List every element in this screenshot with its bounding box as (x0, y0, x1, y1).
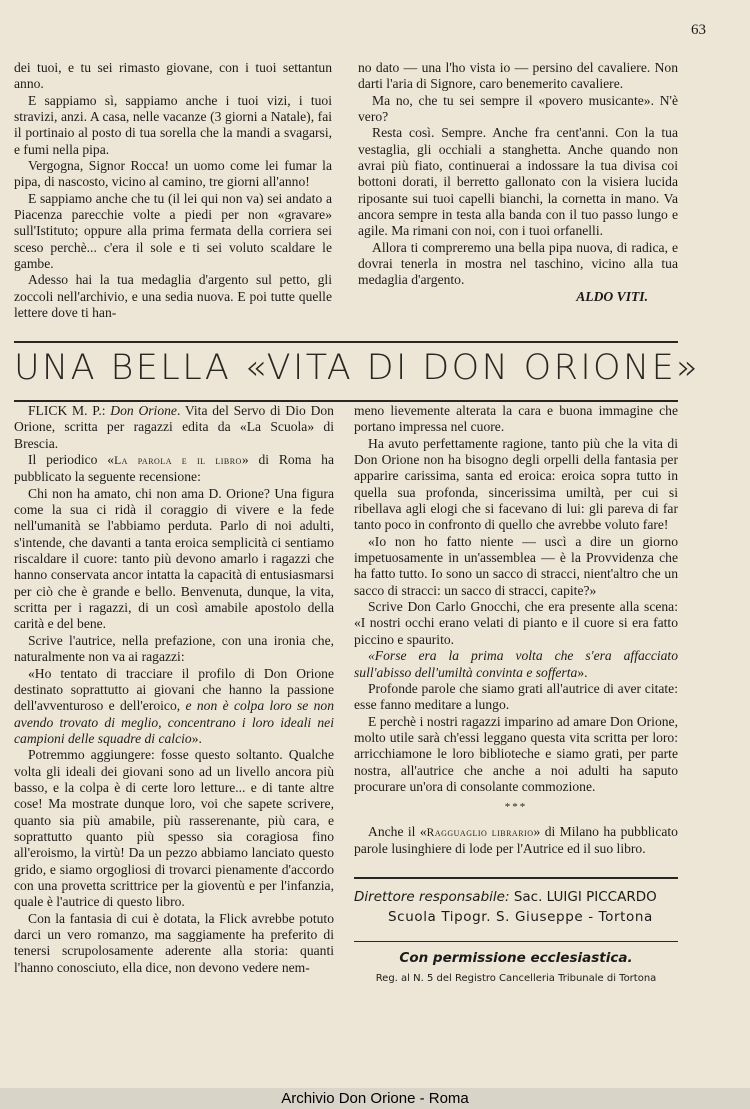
paragraph: Chi non ha amato, chi non ama D. Orione? Una figura come la sua ci ridà il coraggio di vivere e la fede nell'umanità se l'abbiamo perduta. Parlo di noi adulti, s'intende, che davanti a tanta eroica semplicità ci sentiamo riscaldare il cuore: tanto più devono amarlo i ragazzi che hanno conservata ancor intatta la capacità di entusiasmarsi per ciò che è grande e bello. Benvenuta, dunque, la vita, scritta per i ragazzi, di un così amabile apostolo della carità e del bene. (14, 485, 334, 632)
printer-name: Scuola Tipogr. S. Giuseppe - Tortona (388, 909, 653, 926)
paragraph: E perchè i nostri ragazzi imparino ad amare Don Orione, molto utile sarà ch'essi leggano questa vita scritta per loro: arricchiamone le loro biblioteche e siamo grati, per parte nostra, all'autrice che anche a noi adulti ha saputo procurare un'ora di consolante commozione. (354, 713, 678, 794)
paragraph: Il periodico «La parola e il libro» di Roma ha pubblicato la seguente recensione: (14, 452, 334, 485)
paragraph: Potremmo aggiungere: fosse questo soltanto. Qualche volta gli ideali dei giovani sono ad un livello ancora più basso, e la colpa è di certe loro letture... e di tante altre cose! Ma mostrate dunque loro, voi che sapete scrivere, quanto sia più amabile, più rasserenante, più cara, e soprattutto quanto più spesso sia coragiosa fino all'eroismo, la virtù! Da un pezzo abbiamo lanciato questo grido, e siamo orgogliosi di trovarci pienamente d'accordo con una provetta scrittrice per la gioventù e per l'infanzia, quale è l'autrice di questo libro. (14, 747, 334, 910)
editor-label: Direttore responsabile: (354, 889, 510, 906)
paragraph: dei tuoi, e tu sei rimasto giovane, con i tuoi settantun anno. (14, 60, 332, 92)
paragraph: Vergogna, Signor Rocca! un uomo come lei fumar la pipa, di nascosto, vicino al camino, tre giorni all'anno! (14, 158, 332, 190)
quotation: «Ho tentato di tracciare il profilo di Don Orione destinato soprattutto ai giovani che hanno la passione dell'avventuroso e dell'eroico, e non è colpa loro se non avendo trovato di meglio, concentrano i loro ideali nei campioni delle squadre di calcio». (14, 665, 335, 746)
ecclesiastical-permission: Con permissione ecclesiastica. (399, 950, 633, 967)
divider-rule (354, 941, 678, 942)
divider-rule (14, 400, 678, 402)
article-headline: UNA BELLA «VITA DI DON ORIONE» (14, 348, 700, 388)
paragraph: no dato — una l'ho vista io — persino del cavaliere. Non darti l'aria di Signore, caro benemerito cavaliere. (358, 60, 678, 92)
quotation: «Forse era la prima volta che s'era affacciato sull'abisso dell'umiltà convinta e sofferta». (354, 648, 678, 680)
archive-footer: Archivio Don Orione - Roma (0, 1088, 750, 1109)
paragraph: Adesso hai la tua medaglia d'argento sul petto, gli zoccoli nell'archivio, e una sedia nuova. E poi tutte quelle lettere dove ti han- (14, 272, 332, 321)
book-author: FLICK M. P.: (28, 403, 106, 418)
paragraph: meno lievemente alterata la cara e buona immagine che portano impressa nel cuore. (354, 403, 678, 435)
paragraph: Ha avuto perfettamente ragione, tanto più che la vita di Don Orione non ha bisogno degli orpelli della fantasia per apparire carissima, santa ed eroica: eroica sopra tutto in quella sua profonda, sincerissima umiltà, per cui si ribellava agli elogi che si facevano di lui: gli pareva di far tanto poco in confronto di quello che avrebbe voluto fare! (354, 435, 678, 533)
review-right-column (354, 403, 678, 987)
book-title: Don Orione (110, 403, 177, 418)
paragraph: Con la fantasia di cui è dotata, la Flick avrebbe potuto darci un vero romanzo, ma saggiamente ha preferito di tenersi scrupolosamente aderente alla storia: quanti l'hanno conosciuto, ella dice, non devono vedere nem- (14, 910, 334, 975)
divider-rule (14, 341, 678, 343)
quotation: «Io non ho fatto niente — uscì a dire un giorno impetuosamente in un'assemblea — è la Provvidenza che ha fatto tutto. Io sono un sacco di stracci, nient'altro che un sacco di stracci: un sacco di stracci, capite?» (354, 533, 678, 598)
paragraph: Profonde parole che siamo grati all'autrice di aver citate: esse fanno meditare a lungo. (354, 680, 678, 713)
book-citation: FLICK M. P.: Don Orione. Vita del Servo di Dio Don Orione, scritta per ragazzi edita da «La Scuola» di Brescia. (14, 403, 334, 451)
periodical-name: Ragguaglio librario (426, 826, 534, 839)
paragraph: Scrive l'autrice, nella prefazione, con una ironia che, naturalmente non va ai ragazzi: (14, 632, 334, 665)
paragraph: E sappiamo anche che tu (il lei qui non va) sei andato a Piacenza parecchie volte a piedi per non «gravare» sull'Istituto; oppure alla prima fermata della corriera sei sceso perchè... c'era il sole e ti sei voluto scaldare le gambe. (14, 190, 332, 272)
registration-note: Reg. al N. 5 del Registro Cancelleria Tribunale di Tortona (375, 972, 657, 984)
paragraph: E sappiamo sì, sappiamo anche i tuoi vizi, i tuoi stravizi, anzi. A casa, nelle vacanze (3 giorni a Natale), fai il portinaio al posto di tua sorella che la mandi a svagarsi, e fumi nella pipa. (14, 92, 332, 157)
divider-rule (354, 877, 678, 879)
paragraph: Allora ti compreremo una bella pipa nuova, di radica, e dovrai tenerla in mostra nel taschino, vicino alla tua medaglia d'argento. (358, 239, 678, 288)
review-left-column (14, 403, 334, 976)
periodical-name: La parola e il libro (114, 455, 242, 468)
paragraph: Scrive Don Carlo Gnocchi, che era presente alla scena: «I nostri occhi erano velati di pianto e il cuore si era fatto piccino e spaurito. (354, 599, 678, 647)
paragraph: Resta così. Sempre. Anche fra cent'anni. Con la tua vestaglia, gli occhiali a stanghetta. Anche quando non avrai più fiato, continuerai a indossare la tua divisa coi bottoni dorati, il berretto gallonato con la visiera lucida riposante sui tuoi capelli bianchi, la cornetta in mano. Va ancora sempre in testa alla banda con il tuo passo lungo e agile. Ma rimani con noi, con i tuoi orfanelli. (358, 125, 678, 239)
colophon (354, 887, 678, 927)
editor-name: Sac. LUIGI PICCARDO (513, 889, 657, 906)
previous-article-left-column (14, 60, 332, 322)
previous-article-right-column (358, 60, 678, 305)
paragraph: Ma no, che tu sei sempre il «povero musicante». N'è vero? (358, 92, 678, 125)
author-signature: ALDO VITI. (576, 288, 648, 304)
paragraph: Anche il «Ragguaglio librario» di Milano ha pubblicato parole lusinghiere di lode per l'Autrice ed il suo libro. (354, 823, 678, 856)
page-number: 63 (691, 22, 706, 38)
section-separator: *** (504, 801, 528, 814)
